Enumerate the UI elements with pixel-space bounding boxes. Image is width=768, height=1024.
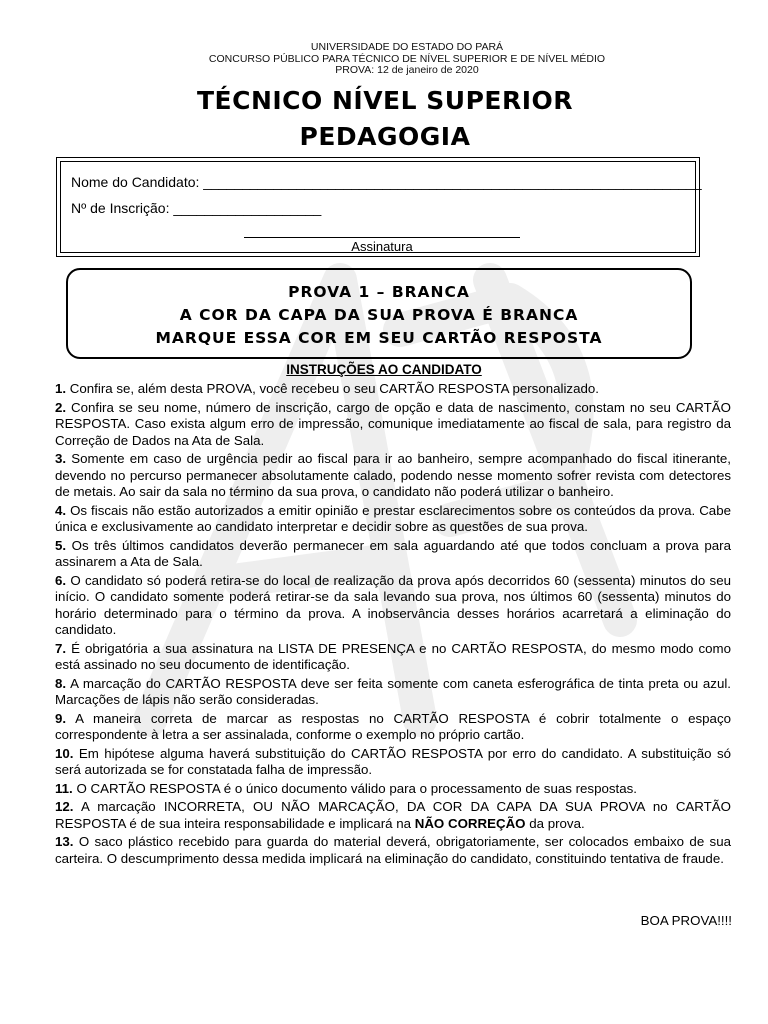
instruction-text-tail: da prova. bbox=[525, 815, 585, 831]
instruction-number: 12. bbox=[55, 799, 74, 814]
instructions-title: INSTRUÇÕES AO CANDIDATO bbox=[286, 362, 482, 377]
instruction-item-5 bbox=[55, 538, 731, 571]
cover-color-notice: A COR DA CAPA DA SUA PROVA É BRANCA bbox=[179, 306, 579, 324]
instruction-number: 1. bbox=[55, 381, 67, 396]
instruction-text: O candidato só poderá retira-se do local de realização da prova após decorridos 60 (sessenta) minutos do seu início. O candidato somente poderá retirar-se da sala levando sua prova, nos últimos 60 (sessenta) minutos do horário determinado para o término da prova. A inobservância desses horários acarretará a eliminação do candidato. bbox=[55, 572, 731, 637]
inscription-number-field[interactable]: Nº de Inscrição: ___________________ bbox=[71, 200, 322, 216]
exam-version: PROVA 1 – BRANCA bbox=[288, 283, 470, 301]
instruction-number: 11. bbox=[55, 780, 73, 796]
instruction-text: A marcação do CARTÃO RESPOSTA deve ser feita somente com caneta esferográfica de tinta preta ou azul. Marcações de lápis não serão consideradas. bbox=[55, 675, 731, 707]
page-title: TÉCNICO NÍVEL SUPERIOR bbox=[196, 86, 574, 115]
instruction-number: 2. bbox=[55, 399, 67, 415]
instruction-item-13 bbox=[55, 834, 731, 867]
instruction-item-12 bbox=[55, 799, 731, 832]
instructions-list bbox=[55, 381, 731, 869]
instruction-number: 9. bbox=[55, 710, 67, 726]
candidate-name-field[interactable]: Nome do Candidato: ________________________________________________________________ bbox=[71, 174, 702, 190]
instruction-number: 8. bbox=[55, 675, 67, 691]
instruction-item-11 bbox=[55, 781, 731, 798]
instruction-text: Em hipótese alguma haverá substituição do CARTÃO RESPOSTA por erro do candidato. A substituição só será autorizada se for constatada falha de impressão. bbox=[55, 745, 731, 777]
instruction-item-4 bbox=[55, 503, 731, 536]
instruction-text: Confira se, além desta PROVA, você recebeu o seu CARTÃO RESPOSTA personalizado. bbox=[66, 381, 599, 396]
exam-date: PROVA: 12 de janeiro de 2020 bbox=[335, 64, 479, 76]
instruction-text: Confira se seu nome, número de inscrição, cargo de opção e data de nascimento, constam no seu CARTÃO RESPOSTA. Caso exista algum erro de impressão, comunique imediatamente ao fiscal de sala, para registro da Correção de Dados na Ata de Sala. bbox=[55, 399, 731, 448]
instruction-number: 5. bbox=[55, 537, 67, 553]
instruction-item-1 bbox=[55, 381, 731, 398]
instruction-number: 7. bbox=[55, 640, 67, 656]
candidate-info-inner bbox=[60, 161, 702, 254]
signature-line[interactable] bbox=[244, 237, 520, 238]
signature-label: Assinatura bbox=[351, 239, 413, 254]
instruction-item-2 bbox=[55, 400, 731, 450]
instruction-text: Os três últimos candidatos deverão permanecer em sala aguardando até que todos concluam a prova para assinarem a Ata de Sala. bbox=[55, 537, 731, 569]
instruction-item-6 bbox=[55, 573, 731, 639]
instruction-number: 6. bbox=[55, 572, 67, 588]
instruction-text: O CARTÃO RESPOSTA é o único documento válido para o processamento de suas respostas. bbox=[72, 780, 637, 796]
page-subtitle: PEDAGOGIA bbox=[299, 122, 471, 151]
exam-color-box bbox=[66, 268, 692, 359]
instruction-text: Os fiscais não estão autorizados a emitir opinião e prestar esclarecimentos sobre os conteúdos da prova. Cabe única e exclusivamente ao candidato interpretar e decidir sobre as questões de sua prova. bbox=[55, 502, 731, 534]
instruction-text: É obrigatória a sua assinatura na LISTA DE PRESENÇA e no CARTÃO RESPOSTA, do mesmo modo como está assinado no seu documento de identificação. bbox=[55, 640, 731, 672]
candidate-info-box bbox=[56, 157, 700, 257]
contest-name: CONCURSO PÚBLICO PARA TÉCNICO DE NÍVEL SUPERIOR E DE NÍVEL MÉDIO bbox=[208, 53, 606, 65]
instruction-text: A marcação INCORRETA, OU NÃO MARCAÇÃO, DA COR DA CAPA DA SUA PROVA no CARTÃO RESPOSTA é de sua inteira responsabilidade e implicará na bbox=[55, 799, 731, 831]
instruction-number: 10. bbox=[55, 745, 74, 761]
instruction-item-7 bbox=[55, 641, 731, 674]
instruction-item-10 bbox=[55, 746, 731, 779]
instruction-number: 3. bbox=[55, 451, 67, 466]
instruction-number: 4. bbox=[55, 502, 67, 518]
instruction-text: A maneira correta de marcar as respostas no CARTÃO RESPOSTA é cobrir totalmente o espaço correspondente à letra a ser assinalada, conforme o exemplo no próprio cartão. bbox=[55, 710, 731, 742]
instruction-item-3 bbox=[55, 451, 731, 501]
institution-name: UNIVERSIDADE DO ESTADO DO PARÁ bbox=[310, 41, 504, 53]
instruction-emphasis: NÃO CORREÇÃO bbox=[414, 815, 526, 831]
instruction-text: O saco plástico recebido para guarda do material deverá, obrigatoriamente, ser colocados embaixo de sua carteira. O descumprimento dessa medida implicará na eliminação do candidato, constituindo tentativa de fraude. bbox=[55, 834, 731, 866]
instruction-text: Somente em caso de urgência pedir ao fiscal para ir ao banheiro, sempre acompanhado do fiscal itinerante, devendo no percurso permanecer absolutamente calado, podendo nesse momento sofrer revista com detectores de metais. Ao sair da sala no término da sua prova, o candidato não poderá utilizar o banheiro. bbox=[55, 451, 731, 499]
instruction-item-9 bbox=[55, 711, 731, 744]
instruction-item-8 bbox=[55, 676, 731, 709]
mark-color-notice: MARQUE ESSA COR EM SEU CARTÃO RESPOSTA bbox=[155, 329, 603, 347]
closing-message: BOA PROVA!!!! bbox=[640, 913, 732, 928]
instruction-number: 13. bbox=[55, 834, 74, 849]
